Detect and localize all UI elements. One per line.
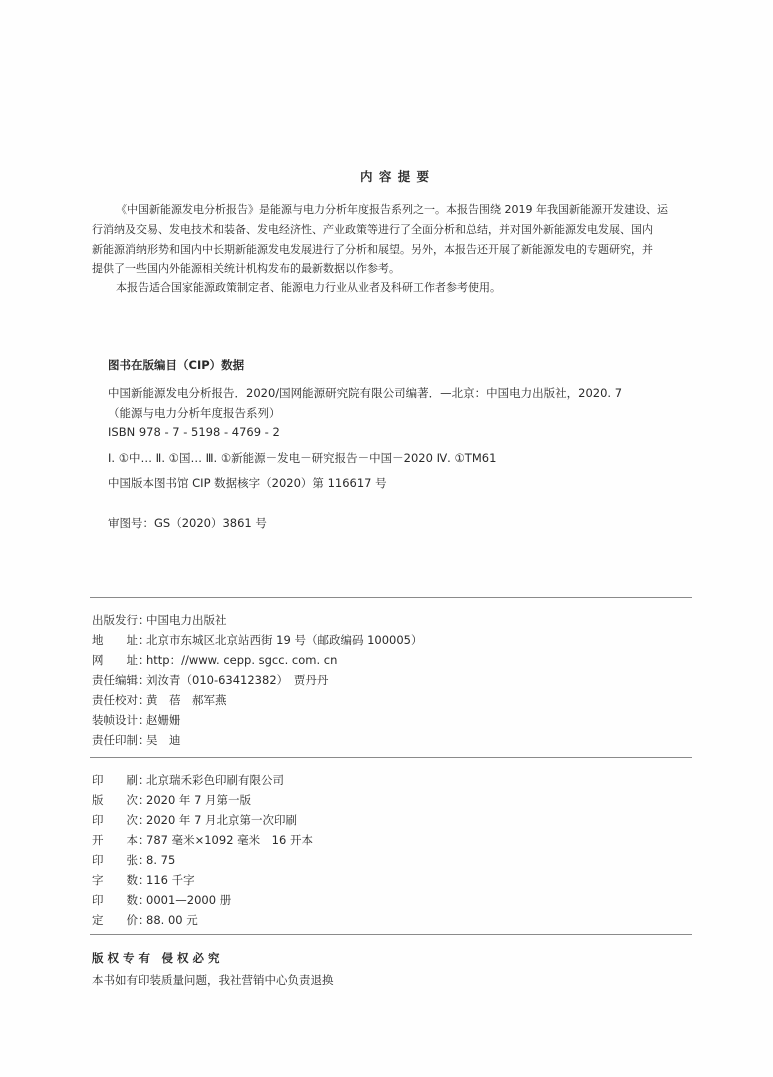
print-key: 印 数：: [92, 893, 150, 907]
summary-line: 行消纳及交易、发电技术和装备、发电经济性、产业政策等进行了全面分析和总结，并对国外新能源发电发展、国内: [92, 223, 653, 236]
print-key: 字 数：: [92, 873, 150, 887]
print-value: 8. 75: [146, 853, 176, 867]
copyright-notice: 本书如有印装质量问题，我社营销中心负责退换: [92, 973, 334, 987]
info-row-editor: [92, 672, 328, 688]
info-row-publisher: [92, 612, 227, 628]
copyright-heading: 版 权 专 有 侵 权 必 究: [92, 951, 220, 965]
info-value: 黄 蓓 郝军燕: [146, 693, 227, 707]
print-key: 版 次：: [92, 793, 150, 807]
info-value: http：//www. cepp. sgcc. com. cn: [146, 653, 338, 667]
info-row-proofreader: [92, 692, 227, 708]
print-row-word-count: [92, 872, 195, 888]
print-row-impression: [92, 812, 297, 828]
print-row-edition: [92, 792, 251, 808]
info-key: 地 址：: [92, 633, 150, 647]
print-row-price: [92, 912, 198, 928]
info-key: 责任编辑：: [92, 673, 150, 687]
divider: [90, 934, 692, 935]
info-row-printing-supervisor: [92, 732, 181, 748]
info-key: 出版发行：: [92, 613, 150, 627]
summary-line: 新能源消纳形势和国内中长期新能源发电发展进行了分析和展望。另外，本报告还开展了新能源发电的专题研究，并: [92, 243, 653, 256]
print-row-printer: [92, 772, 284, 788]
info-value: 北京市东城区北京站西街 19 号（邮政编码 100005）: [146, 633, 423, 647]
print-value: 116 千字: [146, 873, 195, 887]
cip-classification: Ⅰ. ①中… Ⅱ. ①国… Ⅲ. ①新能源－发电－研究报告－中国－2020 Ⅳ. ①TM61: [108, 451, 497, 465]
print-key: 印 张：: [92, 853, 150, 867]
print-value: 0001—2000 册: [146, 893, 232, 907]
info-key: 装帧设计：: [92, 713, 150, 727]
cip-line: 中国新能源发电分析报告．2020/国网能源研究院有限公司编著．—北京：中国电力出版社，2020. 7: [108, 386, 623, 400]
print-key: 开 本：: [92, 833, 150, 847]
summary-line: 《中国新能源发电分析报告》是能源与电力分析年度报告系列之一。本报告围绕 2019 年我国新能源开发建设、运: [116, 203, 668, 216]
divider: [90, 597, 692, 598]
print-value: 787 毫米×1092 毫米 16 开本: [146, 833, 313, 847]
cip-isbn: ISBN 978 - 7 - 5198 - 4769 - 2: [108, 425, 280, 439]
info-key: 责任印制：: [92, 733, 150, 747]
summary-title: 内 容 提 要: [360, 169, 431, 184]
info-key: 责任校对：: [92, 693, 150, 707]
print-row-print-run: [92, 892, 231, 908]
print-key: 定 价：: [92, 913, 150, 927]
info-row-website: [92, 652, 337, 668]
map-approval: 审图号：GS（2020）3861 号: [108, 516, 267, 530]
print-row-format: [92, 832, 313, 848]
print-value: 2020 年 7 月第一版: [146, 793, 252, 807]
cip-record: 中国版本图书馆 CIP 数据核字（2020）第 116617 号: [108, 476, 387, 490]
summary-line: 提供了一些国内外能源相关统计机构发布的最新数据以作参考。: [92, 262, 400, 275]
info-value: 刘汝青（010-63412382） 贾丹丹: [146, 673, 329, 687]
cip-heading: 图书在版编目（CIP）数据: [108, 358, 245, 372]
print-key: 印 次：: [92, 813, 150, 827]
print-value: 88. 00 元: [146, 913, 198, 927]
print-value: 北京瑞禾彩色印刷有限公司: [146, 773, 284, 787]
print-value: 2020 年 7 月北京第一次印刷: [146, 813, 298, 827]
cip-series: （能源与电力分析年度报告系列）: [108, 406, 281, 420]
divider: [90, 757, 692, 758]
summary-audience: 本报告适合国家能源政策制定者、能源电力行业从业者及科研工作者参考使用。: [116, 281, 501, 294]
info-value: 赵姗姗: [146, 713, 181, 727]
info-key: 网 址：: [92, 653, 150, 667]
info-value: 中国电力出版社: [146, 613, 227, 627]
info-row-designer: [92, 712, 181, 728]
info-value: 吴 迪: [146, 733, 181, 747]
print-row-sheets: [92, 852, 175, 868]
print-key: 印 刷：: [92, 773, 150, 787]
info-row-address: [92, 632, 423, 648]
